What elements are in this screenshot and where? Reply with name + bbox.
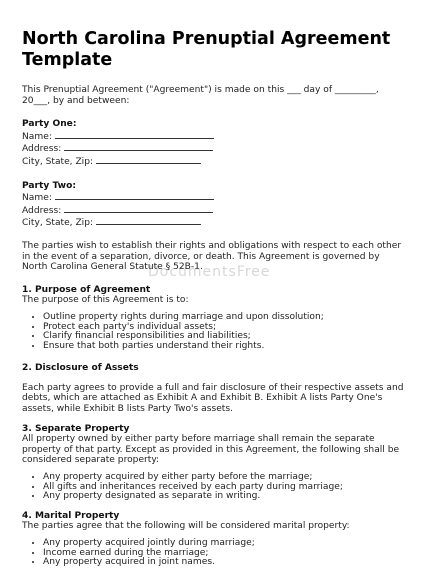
section-heading: 2. Disclosure of Assets [22, 363, 139, 374]
party-one-block [22, 119, 407, 167]
party-two-block [22, 181, 407, 229]
section-heading: 4. Marital Property [22, 510, 120, 521]
list-item: • Any property designated as separate in writing. [43, 492, 407, 502]
list-item: • All gifts and inheritances received by each party during marriage; [43, 483, 407, 493]
party-two-address-field [22, 204, 407, 217]
section-separate-property [22, 424, 407, 502]
section-list [22, 539, 407, 568]
recital-paragraph: The parties wish to establish their rights and obligations with respect to each other in the event of a separation, divorce, or death. This Agreement is governed by North Carolina General Statute § 52B-1. [22, 240, 402, 273]
document-page [22, 29, 407, 568]
party-one-name-field [22, 130, 407, 143]
section-heading: 1. Purpose of Agreement [22, 284, 151, 295]
list-item: • Clarify financial responsibilities and liabilities; [43, 332, 407, 342]
section-text: The parties agree that the following will be considered marital property: [22, 521, 350, 532]
field-label: Address: [22, 144, 62, 155]
list-item: • Outline property rights during marriage and upon dissolution; [43, 313, 407, 323]
field-label: Name: [22, 193, 52, 204]
document-title: North Carolina Prenuptial Agreement Template [22, 29, 391, 70]
section-text: All property owned by either party before marriage shall remain the separate property of that party. Except as provided in this Agreement, the following shall be considered separate property: [22, 434, 400, 466]
party-two-label: Party Two: [22, 180, 76, 191]
blank-line [64, 142, 213, 151]
section-heading: 3. Separate Property [22, 423, 130, 434]
list-item: • Any property acquired jointly during marriage; [43, 539, 407, 549]
party-one-address-field [22, 142, 407, 155]
party-one-label: Party One: [22, 119, 77, 130]
blank-line [64, 204, 213, 213]
list-item: • Any property acquired in joint names. [43, 558, 407, 568]
party-one-city-field [22, 155, 407, 168]
watermark: DocumentsFree [148, 264, 271, 280]
section-marital-property [22, 511, 407, 568]
list-item: • Protect each party's individual assets; [43, 323, 407, 333]
section-list [22, 313, 407, 351]
list-item: • Ensure that both parties understand their rights. [43, 342, 407, 352]
field-label: City, State, Zip: [22, 218, 94, 229]
blank-line [96, 216, 201, 225]
section-text: The purpose of this Agreement is to: [22, 295, 189, 306]
blank-line [55, 130, 214, 139]
party-two-city-field [22, 216, 407, 229]
section-text: Each party agrees to provide a full and fair disclosure of their respective assets and debts, which are attached as Exhibit A and Exhibit B. Exhibit A lists Party One's assets, while Exhibit B lists Party Two's assets. [22, 382, 404, 415]
intro-paragraph: This Prenuptial Agreement ("Agreement") is made on this ___ day of _________, 20___, by and between: [22, 85, 379, 106]
field-label: Name: [22, 131, 52, 142]
list-item: • Any property acquired by either party before the marriage; [43, 473, 407, 483]
section-disclosure [22, 363, 407, 414]
field-label: Address: [22, 205, 62, 216]
blank-line [55, 191, 214, 200]
party-two-name-field [22, 191, 407, 204]
section-purpose [22, 285, 407, 352]
list-item: • Income earned during the marriage; [43, 549, 407, 559]
blank-line [96, 155, 201, 164]
section-list [22, 473, 407, 502]
field-label: City, State, Zip: [22, 156, 94, 167]
